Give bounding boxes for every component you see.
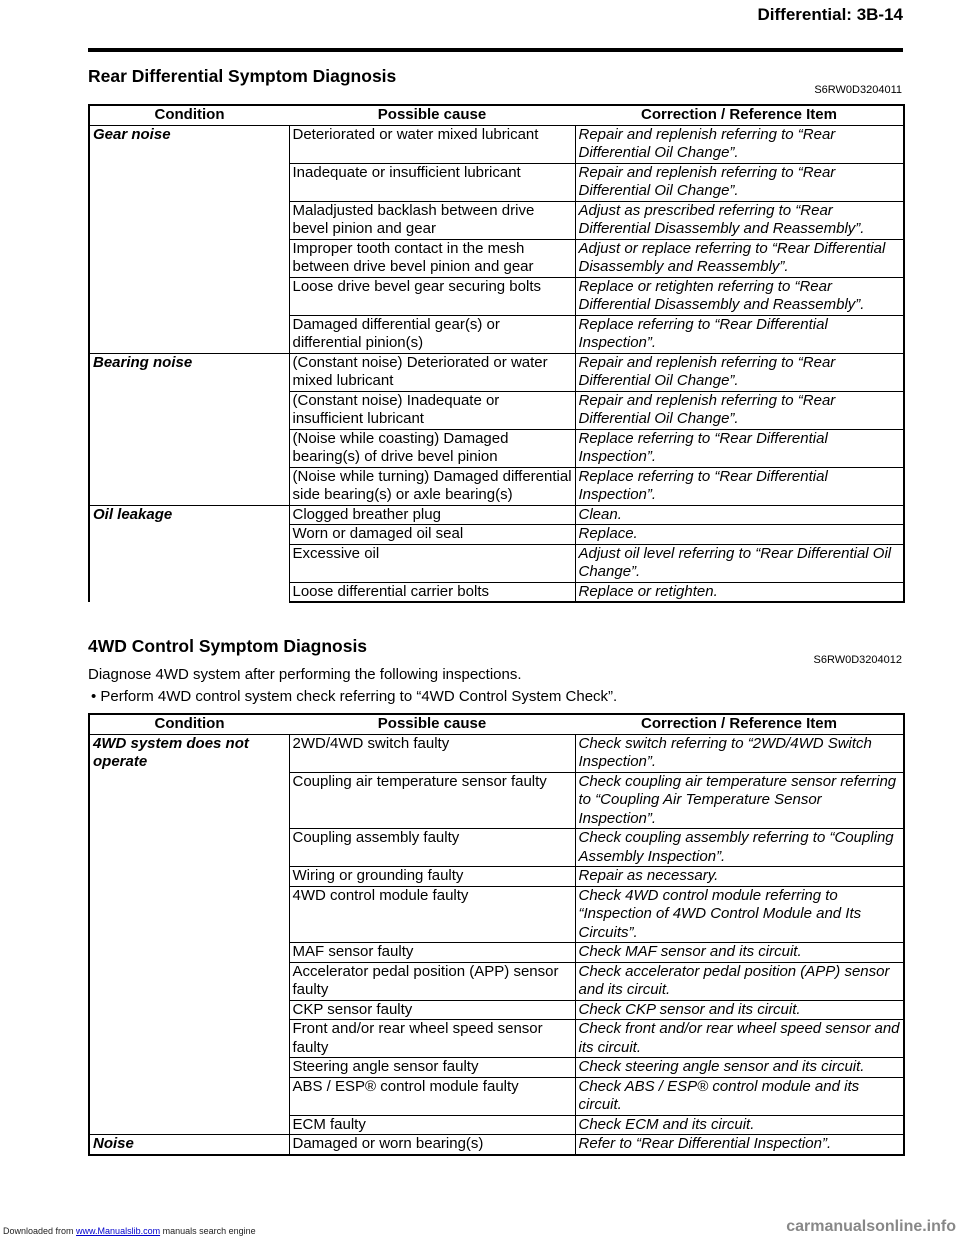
section-title-4wd-control: 4WD Control Symptom Diagnosis [88, 636, 368, 656]
possible-cause-cell: (Noise while turning) Damaged differential side bearing(s) or axle bearing(s) [289, 467, 575, 505]
possible-cause-cell: Front and/or rear wheel speed sensor faulty [289, 1020, 575, 1058]
correction-cell: Replace referring to “Rear Differential Inspection”. [575, 315, 904, 353]
correction-cell: Check front and/or rear wheel speed sensor and its circuit. [575, 1020, 904, 1058]
possible-cause-cell: (Constant noise) Deteriorated or water mixed lubricant [289, 353, 575, 391]
correction-cell: Adjust or replace referring to “Rear Differential Disassembly and Reassembly”. [575, 239, 904, 277]
possible-cause-cell: Inadequate or insufficient lubricant [289, 163, 575, 201]
condition-cell: Oil leakage [89, 505, 289, 602]
possible-cause-cell: Improper tooth contact in the mesh between drive bevel pinion and gear [289, 239, 575, 277]
footer-suffix: manuals search engine [160, 1226, 256, 1236]
column-header-condition: Condition [89, 105, 289, 125]
bullet-item: • Perform 4WD control system check referring to “4WD Control System Check”. [91, 688, 618, 705]
correction-cell: Refer to “Rear Differential Inspection”. [575, 1135, 904, 1155]
correction-cell: Repair and replenish referring to “Rear Differential Oil Change”. [575, 125, 904, 163]
page-header: Differential: 3B-14 [757, 5, 903, 24]
correction-cell: Repair and replenish referring to “Rear Differential Oil Change”. [575, 353, 904, 391]
possible-cause-cell: 2WD/4WD switch faulty [289, 734, 575, 772]
correction-cell: Check CKP sensor and its circuit. [575, 1000, 904, 1020]
correction-cell: Replace. [575, 525, 904, 545]
possible-cause-cell: (Constant noise) Inadequate or insufficient lubricant [289, 391, 575, 429]
4wd-control-diagnosis-table [88, 713, 905, 1156]
correction-cell: Check coupling assembly referring to “Coupling Assembly Inspection”. [575, 829, 904, 867]
possible-cause-cell: MAF sensor faulty [289, 943, 575, 963]
condition-cell: 4WD system does not operate [89, 734, 289, 1135]
possible-cause-cell: ECM faulty [289, 1115, 575, 1135]
possible-cause-cell: Excessive oil [289, 544, 575, 582]
column-header-correction: Correction / Reference Item [575, 714, 904, 734]
table-header-row [89, 714, 904, 734]
correction-cell: Clean. [575, 505, 904, 525]
correction-cell: Check accelerator pedal position (APP) sensor and its circuit. [575, 962, 904, 1000]
correction-cell: Check coupling air temperature sensor referring to “Coupling Air Temperature Sensor Inspection”. [575, 772, 904, 829]
footer-prefix: Downloaded from [3, 1226, 77, 1236]
possible-cause-cell: (Noise while coasting) Damaged bearing(s) of drive bevel pinion [289, 429, 575, 467]
correction-cell: Replace or retighten. [575, 582, 904, 602]
possible-cause-cell: Worn or damaged oil seal [289, 525, 575, 545]
header-rule [88, 48, 903, 52]
possible-cause-cell: CKP sensor faulty [289, 1000, 575, 1020]
correction-cell: Check MAF sensor and its circuit. [575, 943, 904, 963]
correction-cell: Adjust as prescribed referring to “Rear Differential Disassembly and Reassembly”. [575, 201, 904, 239]
possible-cause-cell: Damaged or worn bearing(s) [289, 1135, 575, 1155]
column-header-possible-cause: Possible cause [289, 105, 575, 125]
section-code-4wd-control: S6RW0D3204012 [813, 654, 902, 666]
condition-cell: Gear noise [89, 125, 289, 353]
table-row [89, 353, 904, 391]
correction-cell: Check switch referring to “2WD/4WD Switch Inspection”. [575, 734, 904, 772]
correction-cell: Repair as necessary. [575, 867, 904, 887]
table-header-row [89, 105, 904, 125]
possible-cause-cell: Steering angle sensor faulty [289, 1058, 575, 1078]
possible-cause-cell: Loose differential carrier bolts [289, 582, 575, 602]
correction-cell: Check 4WD control module referring to “Inspection of 4WD Control Module and Its Circuits”. [575, 886, 904, 943]
possible-cause-cell: ABS / ESP® control module faulty [289, 1077, 575, 1115]
table-row [89, 505, 904, 525]
correction-cell: Repair and replenish referring to “Rear Differential Oil Change”. [575, 391, 904, 429]
possible-cause-cell: Coupling air temperature sensor faulty [289, 772, 575, 829]
possible-cause-cell: Deteriorated or water mixed lubricant [289, 125, 575, 163]
table-row [89, 1135, 904, 1155]
correction-cell: Replace referring to “Rear Differential Inspection”. [575, 467, 904, 505]
possible-cause-cell: Coupling assembly faulty [289, 829, 575, 867]
column-header-correction: Correction / Reference Item [575, 105, 904, 125]
table-row [89, 734, 904, 772]
table-row [89, 125, 904, 163]
watermark: carmanualsonline.info [786, 1218, 956, 1235]
footer-download-note [3, 1226, 256, 1236]
correction-cell: Check steering angle sensor and its circuit. [575, 1058, 904, 1078]
correction-cell: Repair and replenish referring to “Rear Differential Oil Change”. [575, 163, 904, 201]
correction-cell: Check ABS / ESP® control module and its circuit. [575, 1077, 904, 1115]
possible-cause-cell: 4WD control module faulty [289, 886, 575, 943]
column-header-possible-cause: Possible cause [289, 714, 575, 734]
condition-cell: Noise [89, 1135, 289, 1155]
condition-cell: Bearing noise [89, 353, 289, 505]
column-header-condition: Condition [89, 714, 289, 734]
possible-cause-cell: Loose drive bevel gear securing bolts [289, 277, 575, 315]
correction-cell: Adjust oil level referring to “Rear Differential Oil Change”. [575, 544, 904, 582]
possible-cause-cell: Accelerator pedal position (APP) sensor faulty [289, 962, 575, 1000]
section-code-rear-differential: S6RW0D3204011 [814, 84, 902, 96]
correction-cell: Check ECM and its circuit. [575, 1115, 904, 1135]
section-title-rear-differential: Rear Differential Symptom Diagnosis [88, 66, 397, 86]
possible-cause-cell: Wiring or grounding faulty [289, 867, 575, 887]
possible-cause-cell: Damaged differential gear(s) or differential pinion(s) [289, 315, 575, 353]
correction-cell: Replace referring to “Rear Differential Inspection”. [575, 429, 904, 467]
rear-differential-diagnosis-table [88, 104, 905, 603]
correction-cell: Replace or retighten referring to “Rear Differential Disassembly and Reassembly”. [575, 277, 904, 315]
possible-cause-cell: Clogged breather plug [289, 505, 575, 525]
intro-text: Diagnose 4WD system after performing the following inspections. [88, 666, 522, 683]
manualslib-link[interactable]: www.Manualslib.com [76, 1226, 161, 1236]
possible-cause-cell: Maladjusted backlash between drive bevel pinion and gear [289, 201, 575, 239]
